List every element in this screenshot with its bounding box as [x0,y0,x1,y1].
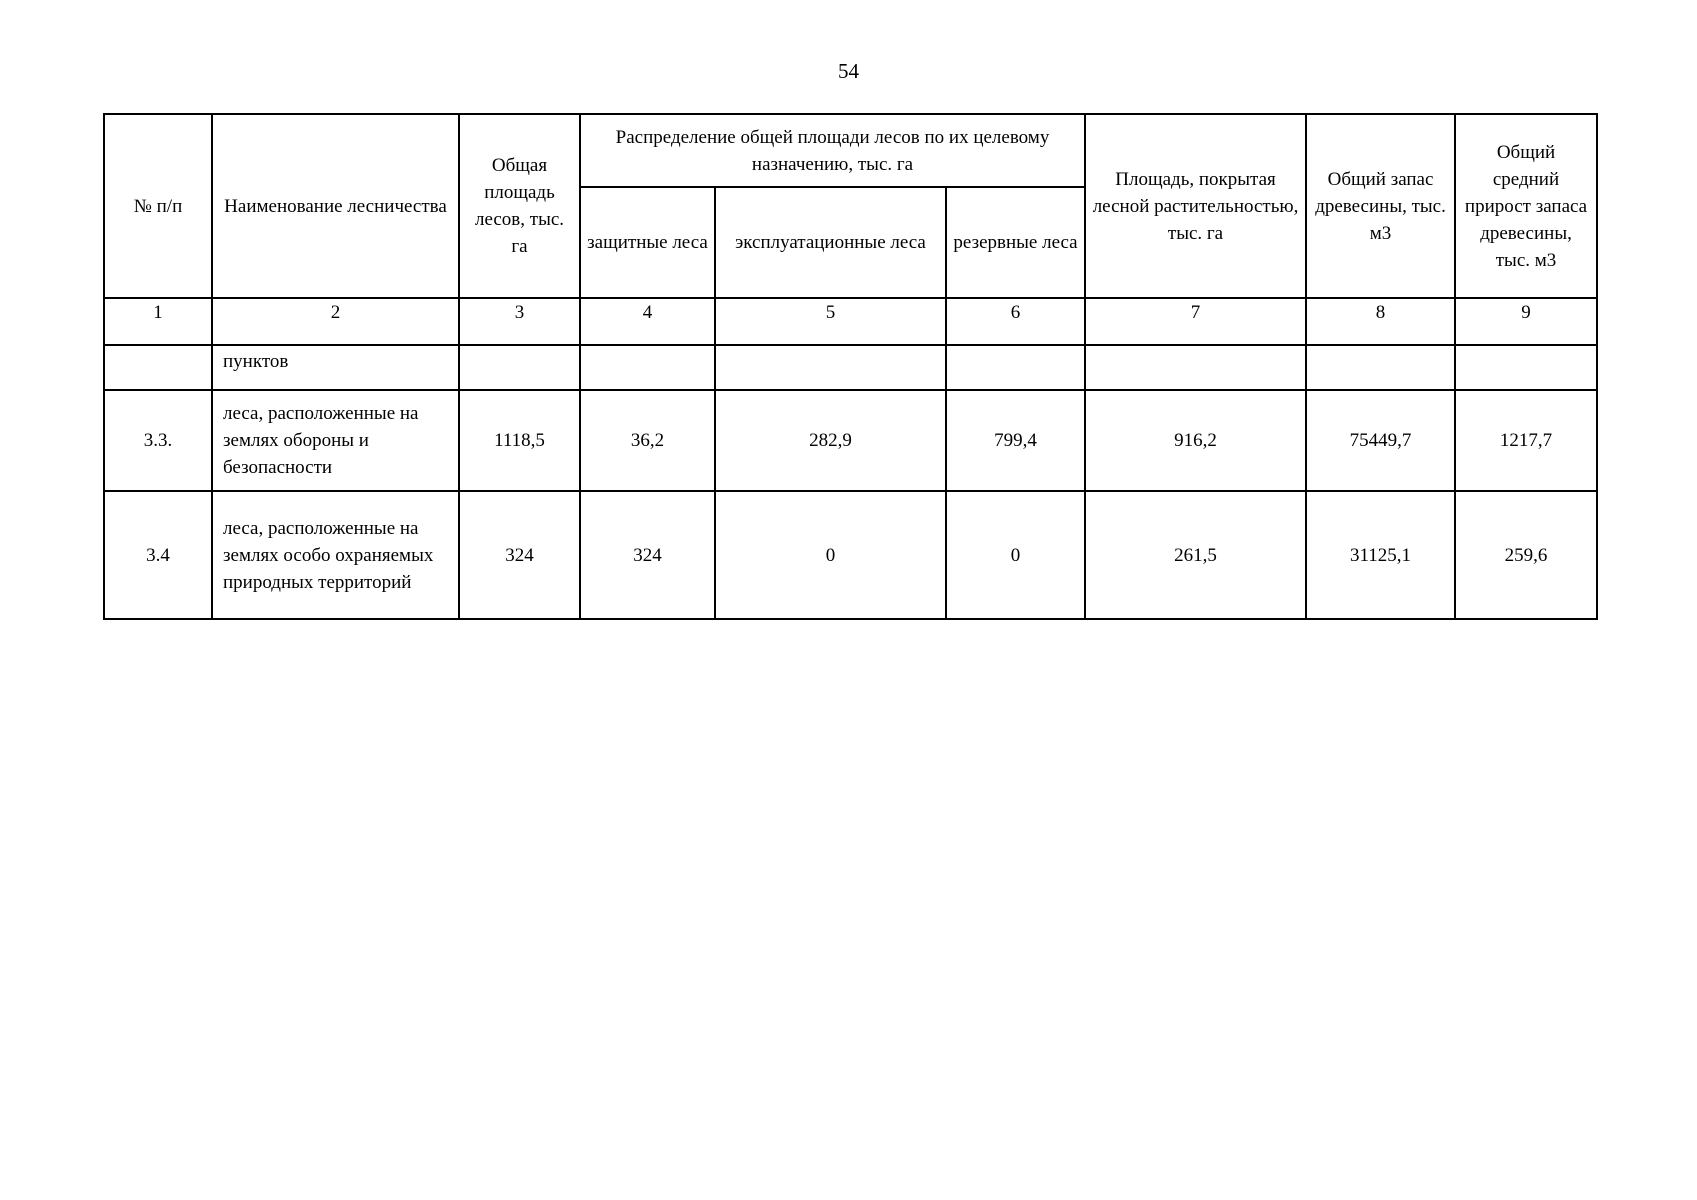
cell-reserve [946,345,1085,390]
header-name: Наименование лесничества [212,114,459,298]
column-number: 8 [1306,298,1455,345]
column-number: 1 [104,298,212,345]
column-number: 2 [212,298,459,345]
cell-num: 3.4 [104,491,212,619]
column-number: 3 [459,298,580,345]
table-row [104,345,1597,390]
column-number: 9 [1455,298,1597,345]
cell-covered-area: 916,2 [1085,390,1306,491]
column-number: 5 [715,298,946,345]
cell-total-stock [1306,345,1455,390]
cell-reserve: 0 [946,491,1085,619]
cell-avg-growth: 1217,7 [1455,390,1597,491]
cell-num [104,345,212,390]
header-reserve: резервные леса [946,187,1085,298]
cell-protective: 36,2 [580,390,715,491]
header-total-stock: Общий запас древесины, тыс. м3 [1306,114,1455,298]
header-distribution: Распределение общей площади лесов по их целевому назначению, тыс. га [580,114,1085,187]
cell-total-stock: 75449,7 [1306,390,1455,491]
header-avg-growth: Общий средний прирост запаса древесины, тыс. м3 [1455,114,1597,298]
cell-avg-growth: 259,6 [1455,491,1597,619]
cell-exploitation: 282,9 [715,390,946,491]
table-row [104,491,1597,619]
cell-protective: 324 [580,491,715,619]
header-num: № п/п [104,114,212,298]
cell-total-area: 1118,5 [459,390,580,491]
cell-exploitation: 0 [715,491,946,619]
header-covered-area: Площадь, покрытая лесной растительностью, тыс. га [1085,114,1306,298]
cell-total-area [459,345,580,390]
header-protective: защитные леса [580,187,715,298]
table-row [104,390,1597,491]
column-number: 4 [580,298,715,345]
cell-name: леса, расположенные на землях особо охраняемых природных территорий [212,491,459,619]
cell-protective [580,345,715,390]
cell-name: леса, расположенные на землях обороны и безопасности [212,390,459,491]
column-number: 7 [1085,298,1306,345]
cell-reserve: 799,4 [946,390,1085,491]
cell-covered-area [1085,345,1306,390]
cell-total-stock: 31125,1 [1306,491,1455,619]
page-number: 54 [838,59,859,83]
cell-covered-area: 261,5 [1085,491,1306,619]
cell-avg-growth [1455,345,1597,390]
cell-name: пунктов [212,345,459,390]
cell-exploitation [715,345,946,390]
forest-table [103,113,1598,620]
column-number: 6 [946,298,1085,345]
cell-total-area: 324 [459,491,580,619]
header-exploitation: эксплуатационные леса [715,187,946,298]
cell-num: 3.3. [104,390,212,491]
header-total-area: Общая площадь лесов, тыс. га [459,114,580,298]
